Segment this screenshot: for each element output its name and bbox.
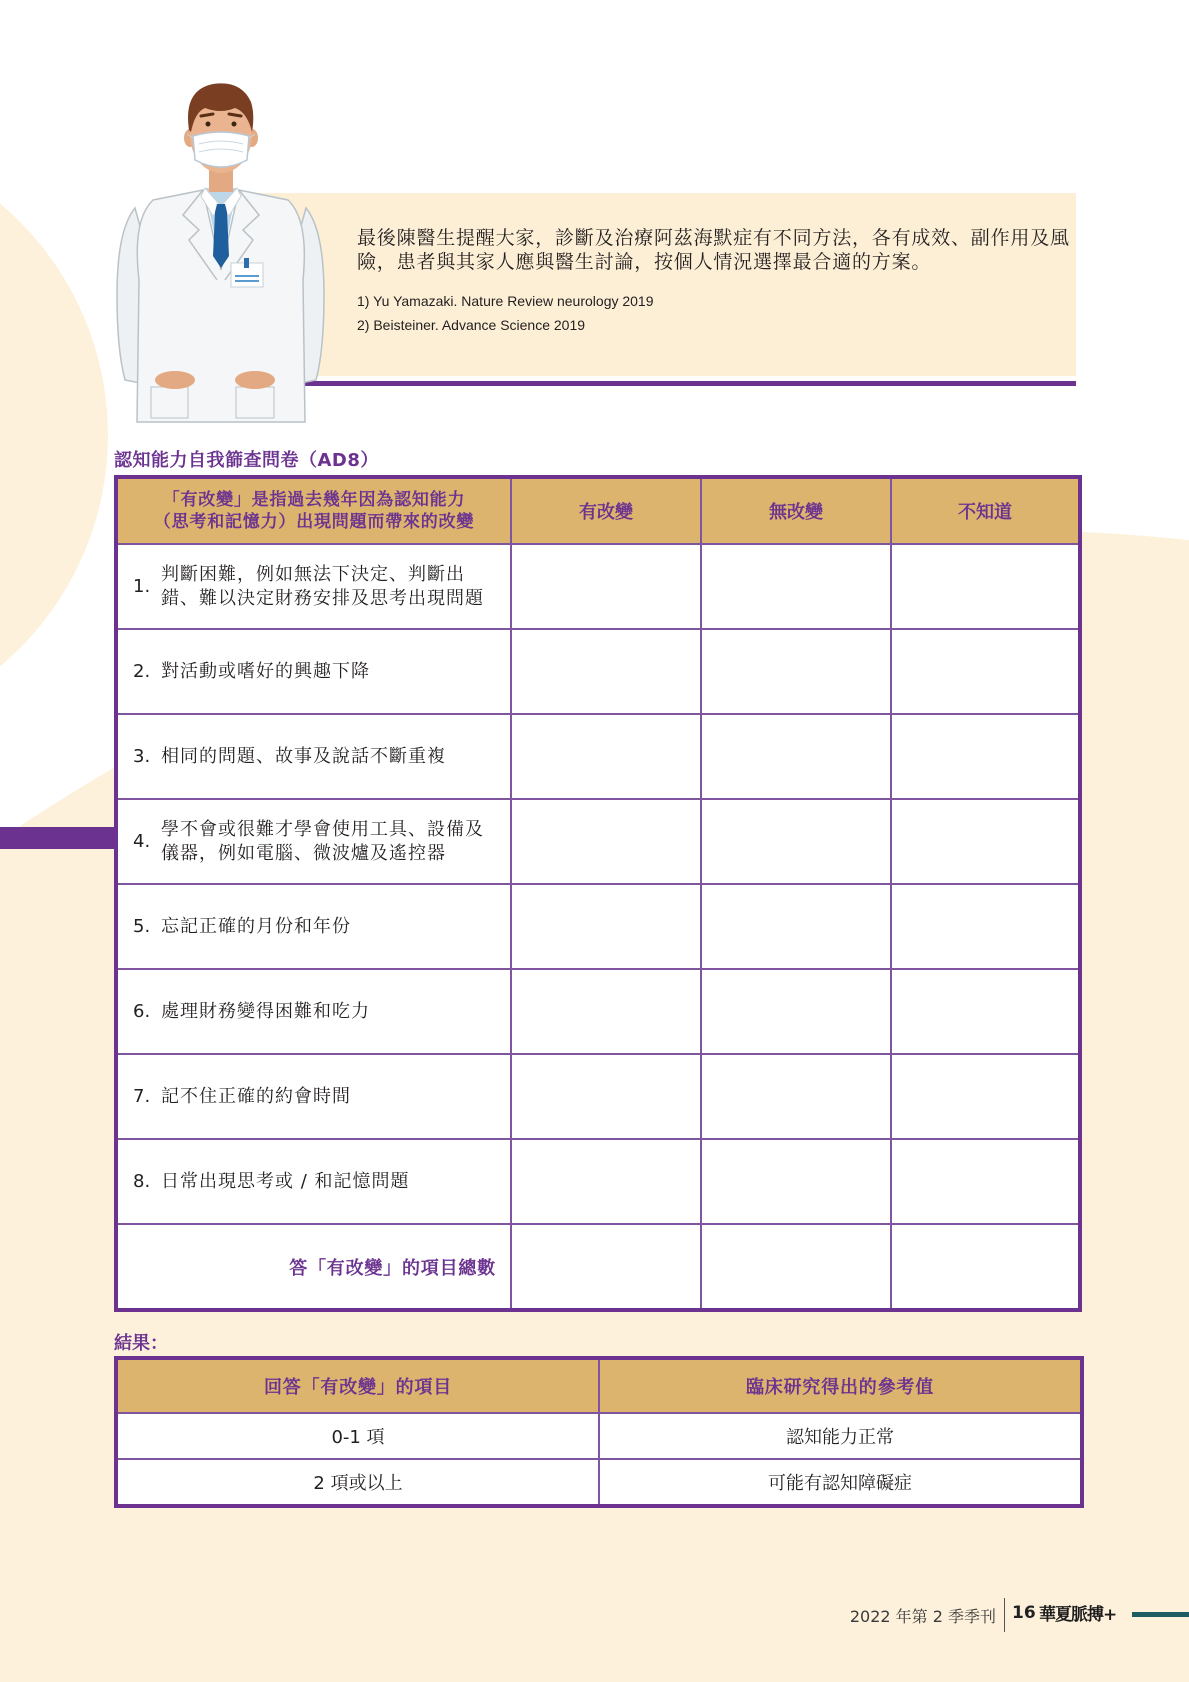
item-number: 6.	[133, 1001, 151, 1022]
footer-logo: 華夏脈搏+	[1039, 1605, 1117, 1625]
header-unknown: 不知道	[892, 479, 1078, 543]
reference-item: 1) Yu Yamazaki. Nature Review neurology 2019	[357, 293, 654, 309]
intro-line: 險，患者與其家人應與醫生討論，按個人情況選擇最合適的方案。	[357, 251, 932, 273]
doctor-hand-left	[155, 371, 195, 389]
item-text-line: 記不住正確的約會時間	[161, 1085, 351, 1107]
results-table	[114, 1356, 1084, 1508]
item-text	[161, 563, 484, 611]
item-1-label-cell	[118, 545, 510, 628]
item-1-unknown-cell	[892, 545, 1078, 628]
item-2-label-cell	[118, 630, 510, 713]
item-number: 4.	[133, 831, 151, 852]
item-number: 2.	[133, 661, 151, 682]
item-3-changed-cell	[512, 715, 700, 798]
doctor-tie	[213, 204, 229, 268]
item-3-unknown-cell	[892, 715, 1078, 798]
header-changed: 有改變	[512, 479, 700, 543]
doctor-eye-left	[206, 122, 211, 127]
doctor-illustration	[113, 80, 328, 425]
item-8-unknown-cell	[892, 1140, 1078, 1223]
doctor-pocket-left	[151, 387, 188, 418]
item-number: 8.	[133, 1171, 151, 1192]
footer-page-number: 16	[1012, 1603, 1036, 1623]
item-4-unknown-cell	[892, 800, 1078, 883]
item-text	[161, 1085, 351, 1109]
item-8-changed-cell	[512, 1140, 700, 1223]
doctor-eye-right	[232, 122, 237, 127]
doctor-hand-right	[235, 371, 275, 389]
doctor-eyebrow-right	[229, 114, 241, 116]
item-4-unchanged-cell	[702, 800, 890, 883]
item-4-changed-cell	[512, 800, 700, 883]
item-text-line: 學不會或很難才學會使用工具、設備及	[161, 818, 484, 840]
item-6-changed-cell	[512, 970, 700, 1053]
intro-line: 最後陳醫生提醒大家，診斷及治療阿茲海默症有不同方法，各有成效、副作用及風	[357, 227, 1070, 249]
intro-paragraph	[357, 226, 1070, 274]
info-box-underline	[281, 381, 1076, 386]
item-6-unchanged-cell	[702, 970, 890, 1053]
results-row-1-count: 0-1 項	[118, 1414, 598, 1458]
item-text-line: 處理財務變得困難和吃力	[161, 1000, 370, 1022]
info-box	[258, 193, 1076, 376]
total-label: 答「有改變」的項目總數	[118, 1225, 510, 1308]
item-3-unchanged-cell	[702, 715, 890, 798]
item-4-label-cell	[118, 800, 510, 883]
item-text-line: 日常出現思考或 / 和記憶問題	[161, 1170, 410, 1192]
item-text	[161, 915, 351, 939]
total-changed-cell	[512, 1225, 700, 1308]
header-unchanged: 無改變	[702, 479, 890, 543]
item-5-label-cell	[118, 885, 510, 968]
item-number: 3.	[133, 746, 151, 767]
item-2-unchanged-cell	[702, 630, 890, 713]
item-2-unknown-cell	[892, 630, 1078, 713]
item-number: 5.	[133, 916, 151, 937]
item-text-line: 對活動或嗜好的興趣下降	[161, 660, 370, 682]
header-description-cell	[118, 479, 510, 543]
doctor-eyebrow-left	[201, 114, 213, 116]
item-8-label-cell	[118, 1140, 510, 1223]
results-title: 結果：	[114, 1333, 168, 1354]
item-2-changed-cell	[512, 630, 700, 713]
doctor-pocket-right	[236, 387, 274, 418]
results-header-reference: 臨床研究得出的參考值	[600, 1360, 1080, 1412]
header-description-line: 「有改變」是指過去幾年因為認知能力	[162, 490, 466, 510]
results-row-2-count: 2 項或以上	[118, 1460, 598, 1504]
item-text	[161, 745, 446, 769]
item-number: 7.	[133, 1086, 151, 1107]
item-5-unchanged-cell	[702, 885, 890, 968]
item-text	[161, 1000, 370, 1024]
item-7-unchanged-cell	[702, 1055, 890, 1138]
doctor-badge-clip	[244, 258, 249, 268]
footer-separator	[1004, 1598, 1005, 1632]
item-3-label-cell	[118, 715, 510, 798]
left-accent-bar	[0, 827, 114, 849]
item-7-unknown-cell	[892, 1055, 1078, 1138]
item-7-label-cell	[118, 1055, 510, 1138]
total-unchanged-cell	[702, 1225, 890, 1308]
item-text-line: 判斷困難，例如無法下決定、判斷出	[161, 563, 465, 585]
results-header-answers: 回答「有改變」的項目	[118, 1360, 598, 1412]
item-1-changed-cell	[512, 545, 700, 628]
questionnaire-table	[114, 475, 1082, 1312]
results-row-2-meaning: 可能有認知障礙症	[600, 1460, 1080, 1504]
results-row-1-meaning: 認知能力正常	[600, 1414, 1080, 1458]
footer-accent-bar	[1132, 1612, 1189, 1617]
header-description-line: （思考和記憶力）出現問題而帶來的改變	[153, 512, 475, 532]
reference-item: 2) Beisteiner. Advance Science 2019	[357, 317, 586, 333]
item-text-line: 忘記正確的月份和年份	[161, 915, 351, 937]
item-text	[161, 1170, 410, 1194]
item-text	[161, 818, 484, 866]
item-text-line: 儀器，例如電腦、微波爐及遙控器	[161, 842, 446, 864]
item-number: 1.	[133, 576, 151, 597]
total-unknown-cell	[892, 1225, 1078, 1308]
footer-issue: 2022 年第 2 季季刊	[849, 1607, 996, 1626]
item-text-line: 錯、難以決定財務安排及思考出現問題	[161, 587, 484, 609]
references	[357, 289, 654, 337]
item-8-unchanged-cell	[702, 1140, 890, 1223]
item-text-line: 相同的問題、故事及說話不斷重複	[161, 745, 446, 767]
item-7-changed-cell	[512, 1055, 700, 1138]
item-5-unknown-cell	[892, 885, 1078, 968]
item-1-unchanged-cell	[702, 545, 890, 628]
item-5-changed-cell	[512, 885, 700, 968]
item-text	[161, 660, 370, 684]
questionnaire-title: 認知能力自我篩查問卷（AD8）	[114, 450, 379, 471]
item-6-label-cell	[118, 970, 510, 1053]
item-6-unknown-cell	[892, 970, 1078, 1053]
